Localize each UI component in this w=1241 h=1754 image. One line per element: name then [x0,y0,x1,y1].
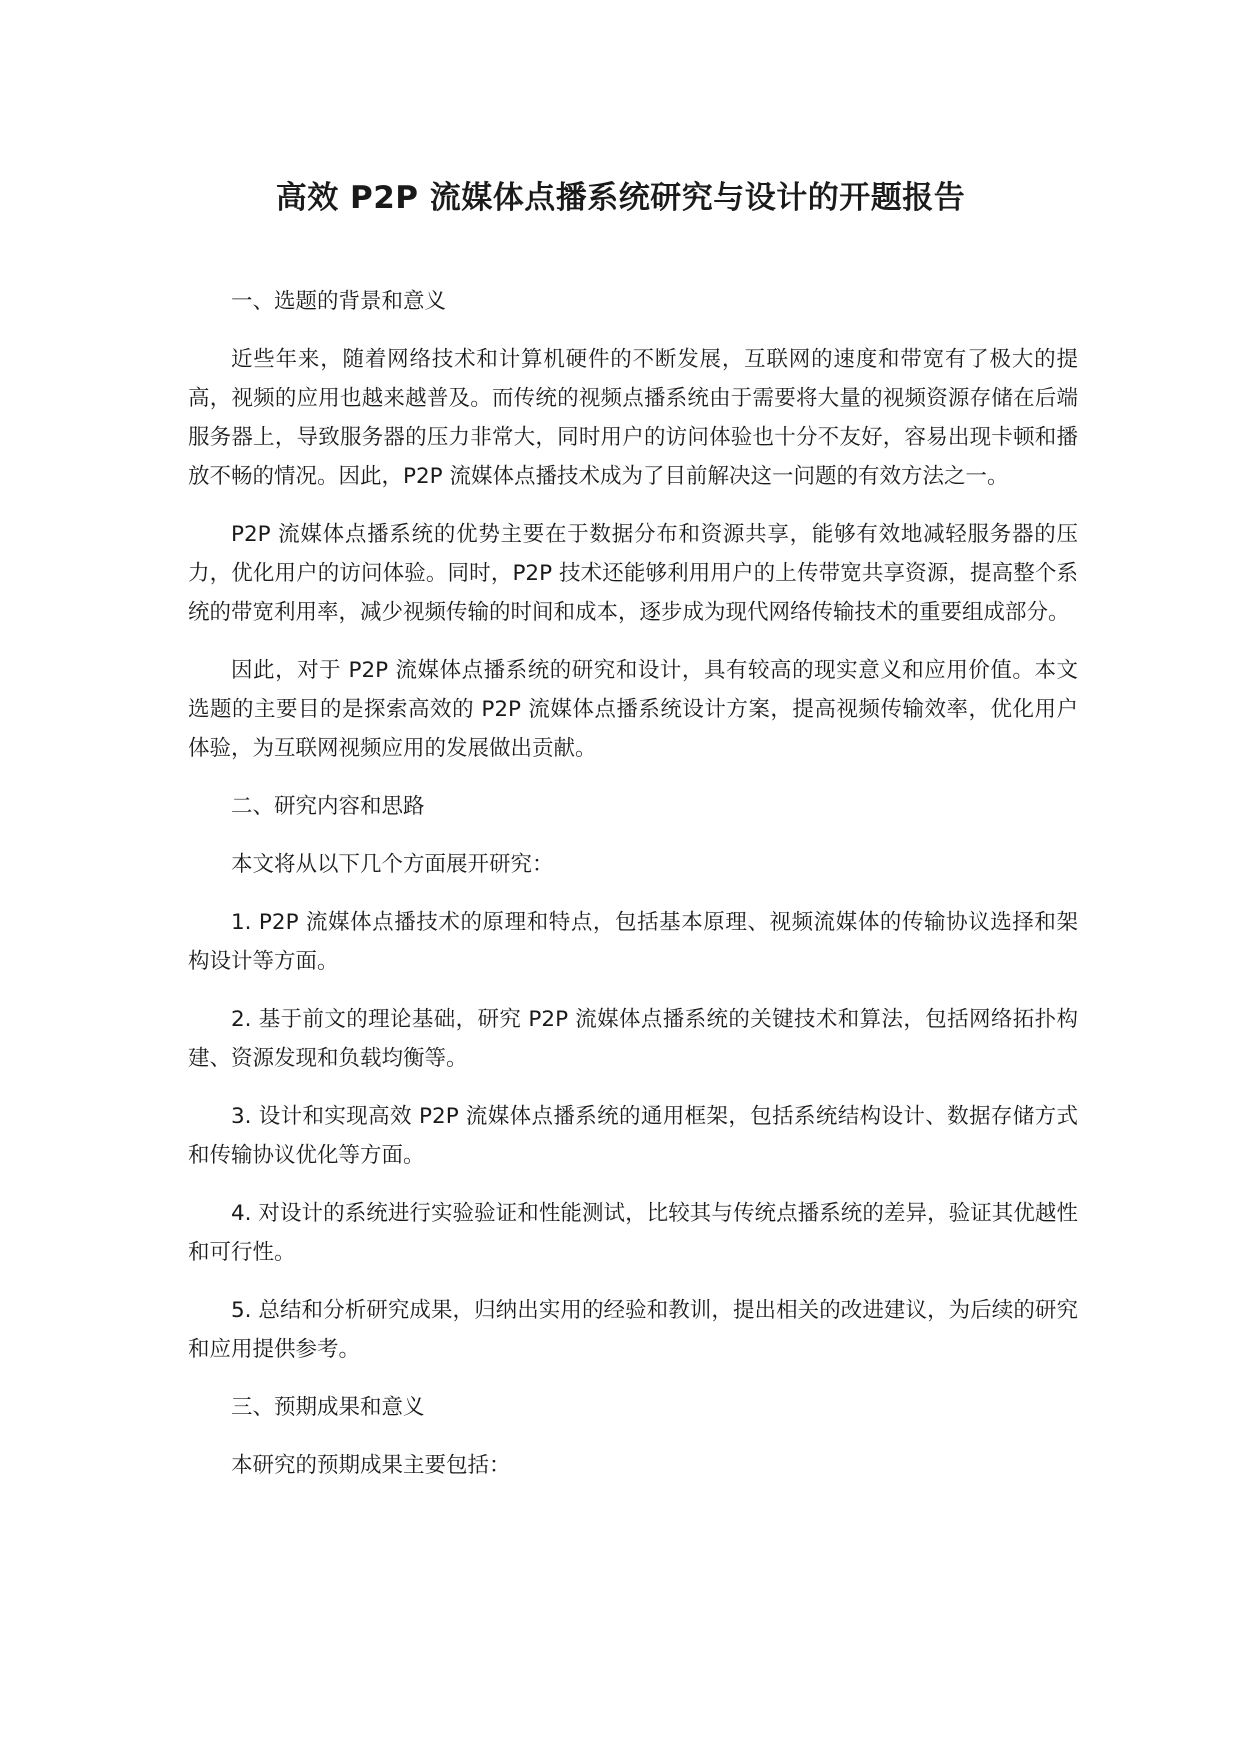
list-item-research-4: 4. 对设计的系统进行实验验证和性能测试，比较其与传统点播系统的差异，验证其优越性和可行性。 [188,1201,1078,1265]
paragraph-background-3: 因此，对于 P2P 流媒体点播系统的研究和设计，具有较高的现实意义和应用价值。本文选题的主要目的是探索高效的 P2P 流媒体点播系统设计方案，提高视频传输效率，优化用户体验，为互联网视频应用的发展做出贡献。 [188,658,1078,761]
list-item-research-3: 3. 设计和实现高效 P2P 流媒体点播系统的通用框架，包括系统结构设计、数据存储方式和传输协议优化等方面。 [188,1104,1078,1168]
paragraph-background-1: 近些年来，随着网络技术和计算机硬件的不断发展，互联网的速度和带宽有了极大的提高，视频的应用也越来越普及。而传统的视频点播系统由于需要将大量的视频资源存储在后端服务器上，导致服务器的压力非常大，同时用户的访问体验也十分不友好，容易出现卡顿和播放不畅的情况。因此，P2P 流媒体点播技术成为了目前解决这一问题的有效方法之一。 [188,347,1078,489]
paragraph-background-2: P2P 流媒体点播系统的优势主要在于数据分布和资源共享，能够有效地减轻服务器的压力，优化用户的访问体验。同时，P2P 技术还能够利用用户的上传带宽共享资源，提高整个系统的带宽利用率，减少视频传输的时间和成本，逐步成为现代网络传输技术的重要组成部分。 [188,522,1078,625]
document-title: 高效 P2P 流媒体点播系统研究与设计的开题报告 [275,180,966,216]
list-item-research-1: 1. P2P 流媒体点播技术的原理和特点，包括基本原理、视频流媒体的传输协议选择和架构设计等方面。 [188,910,1078,974]
section-heading-background: 一、选题的背景和意义 [231,289,447,314]
paragraph-research-intro: 本文将从以下几个方面展开研究： [231,852,554,877]
section-heading-research: 二、研究内容和思路 [231,794,425,819]
document-body [188,282,1078,1504]
list-item-research-2: 2. 基于前文的理论基础，研究 P2P 流媒体点播系统的关键技术和算法，包括网络拓扑构建、资源发现和负载均衡等。 [188,1007,1078,1071]
list-item-research-5: 5. 总结和分析研究成果，归纳出实用的经验和教训，提出相关的改进建议，为后续的研究和应用提供参考。 [188,1298,1078,1362]
section-heading-outcomes: 三、预期成果和意义 [231,1395,425,1420]
paragraph-outcomes-intro: 本研究的预期成果主要包括： [231,1453,511,1478]
